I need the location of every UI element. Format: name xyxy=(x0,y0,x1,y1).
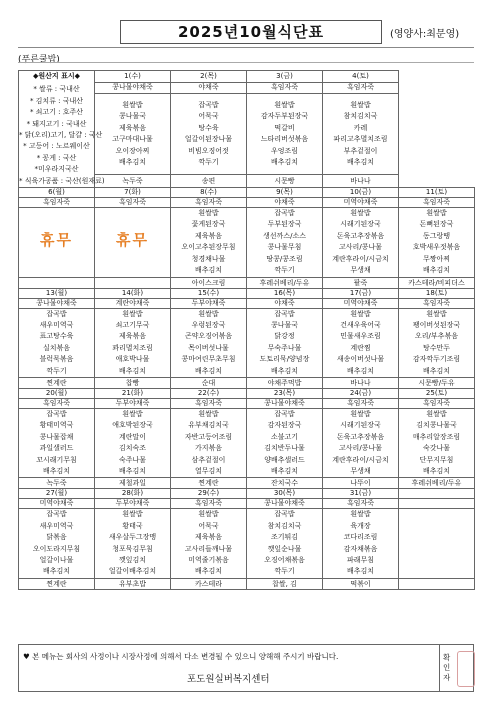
origin-line: *미우라지국산 xyxy=(34,165,79,174)
menu-item: 열무김치 xyxy=(194,466,223,475)
snack-cell: 카스테라/비피더스 xyxy=(399,277,475,288)
snack-cell: 녹두죽 xyxy=(19,478,95,489)
day-header: 16(목) xyxy=(247,288,323,298)
day-header: 10(금) xyxy=(323,188,399,198)
menu-item: 배추김치 xyxy=(42,466,71,475)
day-header: 21(화) xyxy=(95,388,171,398)
top-divider xyxy=(18,47,474,48)
menu-item: 흰쌀밥 xyxy=(350,409,371,418)
confirm-label: 확인자 xyxy=(443,653,451,682)
menu-cell xyxy=(95,408,171,477)
origin-line: * 쌀류 : 국내산 xyxy=(33,85,80,94)
menu-item: 감자깍두기조림 xyxy=(412,355,461,364)
porridge-cell: 야채죽 xyxy=(171,82,247,94)
menu-item: 시래기된장국 xyxy=(340,421,381,430)
menu-item: 파래무침 xyxy=(346,556,375,564)
menu-item: 매추리알장조림 xyxy=(412,432,461,441)
menu-item: 느타리버섯볶음 xyxy=(260,135,309,144)
holiday-cell xyxy=(95,208,171,277)
menu-cell xyxy=(171,408,247,477)
day-header: 8(수) xyxy=(171,188,247,198)
porridge-cell: 야채죽 xyxy=(247,198,323,208)
menu-item: 땅콩/콩조림 xyxy=(266,254,303,263)
center-tag: (푸른쿨밥) xyxy=(18,55,60,65)
menu-item: 쇠고기무국 xyxy=(115,320,150,329)
menu-item: 우렁된장국 xyxy=(191,320,226,329)
menu-item: 배추김치 xyxy=(346,567,375,576)
top-divider-2 xyxy=(18,62,474,63)
menu-item: 파리고추멸치조림 xyxy=(333,135,388,144)
porridge-cell: 흑임자죽 xyxy=(171,398,247,408)
menu-item: 청포묵김무침 xyxy=(112,544,153,553)
snack-cell: 순대 xyxy=(171,377,247,388)
origin-info xyxy=(19,71,105,188)
menu-item: 돈육고추장볶음 xyxy=(336,432,385,441)
snack-cell: 찐계란 xyxy=(171,478,247,489)
menu-item: 새우미역국 xyxy=(39,521,74,530)
porridge-cell: 흑임자죽 xyxy=(19,398,95,408)
menu-item: 제육볶음 xyxy=(194,533,223,542)
menu-item: 고구마대나물 xyxy=(112,135,153,144)
origin-line: * 식육가공품 : 국산(원재료) xyxy=(19,176,105,185)
menu-item: 참치김치국 xyxy=(343,112,378,121)
snack-cell: 찹빵 xyxy=(95,377,171,388)
menu-item: 숙갓나물 xyxy=(422,444,451,453)
menu-item: 무생채 xyxy=(350,266,371,275)
menu-item: 무숙주나물 xyxy=(267,343,302,352)
porridge-cell: 흑임자죽 xyxy=(323,499,399,509)
origin-line: * 돼지고기 : 국내산 xyxy=(26,119,87,128)
menu-item: 건새우육어국 xyxy=(340,320,381,329)
menu-item: 고사리들깨나물 xyxy=(184,544,233,553)
menu-item: 단무지무침 xyxy=(419,455,454,464)
menu-cell xyxy=(19,308,95,377)
snack-cell: 아이스크림 xyxy=(171,277,247,288)
menu-item: 깍두기 xyxy=(274,567,295,576)
snack-cell: 송편 xyxy=(171,175,247,188)
menu-item: 잡곡밥 xyxy=(274,510,295,519)
origin-line: * 고등어 : 노르웨이산 xyxy=(23,142,90,151)
menu-item: 과일샐러드 xyxy=(39,444,74,453)
menu-item: 소불고기 xyxy=(270,432,299,441)
menu-item: 계란후라이/시금치 xyxy=(332,254,389,263)
menu-item: 흰쌀밥 xyxy=(122,409,143,418)
snack-cell: 바나나 xyxy=(323,175,399,188)
day-header: 13(월) xyxy=(19,288,95,298)
snack-cell: 팥죽 xyxy=(323,277,399,288)
day-header: 25(토) xyxy=(399,388,475,398)
menu-item: 닭강정 xyxy=(274,332,295,341)
notice-text: ♥ 본 메뉴는 회사의 사정이나 시장사정에 의해서 다소 변경될 수 있으니 양해해 주시기 바랍니다. xyxy=(23,652,339,661)
menu-item: 비빔오징어젓 xyxy=(188,146,229,155)
menu-item: 흰쌀밥 xyxy=(426,309,447,318)
porridge-cell: 콩나물야채죽 xyxy=(95,82,171,94)
menu-item: 민물새우조림 xyxy=(340,332,381,341)
empty-cell xyxy=(399,509,475,578)
menu-item: 코다리조림 xyxy=(343,533,378,542)
menu-item: 고사리/콩나물 xyxy=(339,243,382,252)
porridge-cell: 두부야채죽 xyxy=(171,298,247,308)
menu-item: 김치반두나물 xyxy=(264,444,305,453)
menu-item: 깻잎김치 xyxy=(118,556,147,564)
menu-item: 유부채김치국 xyxy=(188,421,229,430)
porridge-cell: 흑임자죽 xyxy=(399,198,475,208)
snack-cell: 녹두죽 xyxy=(95,175,171,188)
holiday-cell xyxy=(19,208,95,277)
menu-item: 무짱아찌 xyxy=(422,254,451,263)
menu-item: 배추김치 xyxy=(346,158,375,167)
day-header: 17(금) xyxy=(323,288,399,298)
menu-item: 제육볶음 xyxy=(118,332,147,341)
menu-cell xyxy=(247,408,323,477)
day-header: 2(목) xyxy=(171,71,247,83)
menu-item: 배추김치 xyxy=(194,266,223,275)
menu-grid xyxy=(18,70,475,590)
menu-item: 두부된장국 xyxy=(267,220,302,229)
menu-item: 깍두기 xyxy=(198,158,219,167)
snack-cell: 찐계란 xyxy=(19,578,95,589)
day-header: 1(수) xyxy=(95,71,171,83)
menu-item: 떡갈비 xyxy=(274,123,295,132)
porridge-cell: 흑임자죽 xyxy=(171,198,247,208)
menu-item: 배추김치 xyxy=(194,366,223,375)
menu-item: 얼갈이나물 xyxy=(39,556,74,564)
menu-title: 2025년10월식단표 xyxy=(120,20,382,44)
menu-item: 오이장아찌 xyxy=(115,146,150,155)
menu-item: 오이고추된장무침 xyxy=(181,243,236,252)
menu-cell xyxy=(95,509,171,578)
menu-item: 얼갈이배추김치 xyxy=(108,567,157,576)
menu-cell xyxy=(247,308,323,377)
snack-cell: 찐계란 xyxy=(19,377,95,388)
menu-item: 목이버섯나물 xyxy=(188,343,229,352)
menu-item: 돈뼈된장국 xyxy=(419,220,454,229)
day-header: 15(수) xyxy=(171,288,247,298)
menu-item: 양배추샐러드 xyxy=(264,455,305,464)
porridge-cell: 흑임자죽 xyxy=(323,398,399,408)
menu-item: 흰쌀밥 xyxy=(426,209,447,218)
menu-cell xyxy=(19,509,95,578)
menu-item: 삼추겉절이 xyxy=(191,455,226,464)
origin-line: * 닭(오리)고기, 달걀 : 국산 xyxy=(19,131,103,140)
day-header: 4(토) xyxy=(323,71,399,83)
day-header: 11(토) xyxy=(399,188,475,198)
porridge-cell: 미역야채죽 xyxy=(19,499,95,509)
menu-item: 배추김치 xyxy=(422,466,451,475)
menu-item: 제육볶음 xyxy=(118,123,147,132)
menu-item: 배추김치 xyxy=(346,366,375,375)
porridge-cell: 야채죽 xyxy=(247,298,323,308)
menu-item: 동그랑땡 xyxy=(422,231,451,240)
porridge-cell: 흑임자죽 xyxy=(95,198,171,208)
menu-item: 오이도라지무침 xyxy=(32,544,81,553)
menu-cell xyxy=(323,509,399,578)
menu-item: 흰쌀밥 xyxy=(122,510,143,519)
menu-item: 자반고등어조림 xyxy=(184,432,233,441)
menu-item: 잡곡밥 xyxy=(274,309,295,318)
menu-item: 시래기된장국 xyxy=(340,220,381,229)
snack-cell xyxy=(19,277,95,288)
menu-item: 숙주나물 xyxy=(118,455,147,464)
day-header: 9(목) xyxy=(247,188,323,198)
menu-item: 꼬시래기무침 xyxy=(36,455,77,464)
day-header: 22(수) xyxy=(171,388,247,398)
empty-cell xyxy=(399,489,475,499)
nutritionist-label: (영양사:최문영) xyxy=(390,29,460,40)
menu-item: 콩마여린무초무침 xyxy=(181,355,236,364)
day-header: 20(월) xyxy=(19,388,95,398)
porridge-cell: 두부야채죽 xyxy=(95,499,171,509)
day-header: 23(목) xyxy=(247,388,323,398)
porridge-cell: 미역야채죽 xyxy=(323,198,399,208)
day-header: 18(토) xyxy=(399,288,475,298)
menu-item: 애호박된장국 xyxy=(112,421,153,430)
menu-item: 새우미역국 xyxy=(39,320,74,329)
menu-item: 배추김치 xyxy=(118,466,147,475)
menu-item: 배추김치 xyxy=(270,366,299,375)
day-header: 7(화) xyxy=(95,188,171,198)
empty-cell xyxy=(399,499,475,509)
seal-stamp xyxy=(457,651,475,687)
menu-item: 어묵국 xyxy=(198,112,219,121)
menu-item: 계란후라이/시금치 xyxy=(332,455,389,464)
menu-item: 잡곡밥 xyxy=(274,409,295,418)
porridge-cell: 흑임자죽 xyxy=(19,198,95,208)
confirm-divider xyxy=(439,645,441,691)
snack-cell: 바나나 xyxy=(323,377,399,388)
snack-cell xyxy=(95,277,171,288)
menu-item: 팽이버섯된장국 xyxy=(412,320,461,329)
menu-item: 흰쌀밥 xyxy=(350,101,371,110)
snack-cell: 후레쉬베리/두유 xyxy=(399,478,475,489)
menu-item: 탕수만두 xyxy=(422,343,451,352)
menu-item: 배추김치 xyxy=(422,366,451,375)
menu-cell xyxy=(399,308,475,377)
snack-cell: 찹쌀, 김 xyxy=(247,578,323,589)
menu-item: 꽃게된장국 xyxy=(191,220,226,229)
porridge-cell: 두부야채죽 xyxy=(95,398,171,408)
menu-cell xyxy=(171,208,247,277)
menu-item: 제육볶음 xyxy=(194,231,223,240)
menu-item: 흰쌀밥 xyxy=(350,309,371,318)
day-header: 6(월) xyxy=(19,188,95,198)
menu-item: 잡곡밥 xyxy=(46,409,67,418)
menu-item: 흰쌀밥 xyxy=(426,409,447,418)
menu-cell xyxy=(19,408,95,477)
menu-cell xyxy=(247,94,323,175)
menu-item: 실치볶음 xyxy=(42,343,71,352)
menu-item: 배추김치 xyxy=(270,158,299,167)
menu-item: 육개장 xyxy=(350,521,371,530)
menu-item: 호박새우젓볶음 xyxy=(412,243,461,252)
menu-item: 얼갈이된장나물 xyxy=(184,135,233,144)
porridge-cell: 흑임자죽 xyxy=(323,82,399,94)
porridge-cell: 흑임자죽 xyxy=(247,82,323,94)
menu-item: 무생채 xyxy=(350,466,371,475)
snack-cell: 시문빵/두유 xyxy=(399,377,475,388)
porridge-cell: 흑임자죽 xyxy=(399,398,475,408)
menu-item: 흰쌀밥 xyxy=(350,209,371,218)
snack-cell: 야채주먹밥 xyxy=(247,377,323,388)
menu-cell xyxy=(399,408,475,477)
snack-cell: 떡볶이 xyxy=(323,578,399,589)
menu-item: 흰쌀밥 xyxy=(198,309,219,318)
menu-item: 카레 xyxy=(353,123,368,132)
menu-item: 새우살두그장맹 xyxy=(108,533,157,542)
day-header: 27(월) xyxy=(19,489,95,499)
snack-cell: 카스테라 xyxy=(171,578,247,589)
porridge-cell: 콩나물야채죽 xyxy=(247,499,323,509)
menu-item: 콩나물무침 xyxy=(267,243,302,252)
menu-item: 꽈리멸치조림 xyxy=(112,343,153,352)
menu-cell xyxy=(399,208,475,277)
snack-cell: 잔치국수 xyxy=(247,478,323,489)
menu-item: 김치숙조 xyxy=(118,444,147,453)
menu-item: 가지볶음 xyxy=(194,444,223,453)
menu-cell xyxy=(95,308,171,377)
menu-item: 조기튀김 xyxy=(270,533,299,542)
snack-cell: 제철과일 xyxy=(95,478,171,489)
menu-item: 감자두부된장국 xyxy=(260,112,309,121)
snack-cell: 시문빵 xyxy=(247,175,323,188)
menu-item: 황태국 xyxy=(122,521,143,530)
menu-item: 흰쌀밥 xyxy=(198,409,219,418)
day-header: 14(화) xyxy=(95,288,171,298)
menu-item: 배추김치 xyxy=(118,366,147,375)
day-header: 30(목) xyxy=(247,489,323,499)
menu-item: 계란말이 xyxy=(118,432,147,441)
porridge-cell: 미역야채죽 xyxy=(323,298,399,308)
holiday-label: 휴무 xyxy=(40,231,73,250)
day-header: 3(금) xyxy=(247,71,323,83)
day-header: 31(금) xyxy=(323,489,399,499)
menu-cell xyxy=(247,208,323,277)
day-header: 29(수) xyxy=(171,489,247,499)
origin-line: * 쇠고기 : 호주산 xyxy=(29,108,84,117)
porridge-cell: 계란야채죽 xyxy=(95,298,171,308)
menu-item: 배추김치 xyxy=(194,567,223,576)
holiday-label: 휴무 xyxy=(116,231,149,250)
porridge-cell: 흑임자죽 xyxy=(399,298,475,308)
menu-item: 어묵국 xyxy=(198,521,219,530)
menu-item: 새송이버섯나물 xyxy=(336,355,385,364)
snack-cell: 나뚜이 xyxy=(323,478,399,489)
menu-cell xyxy=(171,308,247,377)
menu-cell xyxy=(247,509,323,578)
menu-item: 배추김치 xyxy=(270,466,299,475)
menu-cell xyxy=(323,94,399,175)
menu-item: 배추김치 xyxy=(118,158,147,167)
menu-item: 곤약오징어볶음 xyxy=(184,332,233,341)
menu-item: 흰쌀밥 xyxy=(122,101,143,110)
menu-cell xyxy=(171,509,247,578)
menu-item: 감자채볶음 xyxy=(343,544,378,553)
menu-item: 돈육고추장볶음 xyxy=(336,231,385,240)
menu-item: 흰쌀밥 xyxy=(198,209,219,218)
menu-item: 감자된장국 xyxy=(267,421,302,430)
menu-item: 참치김치국 xyxy=(267,521,302,530)
menu-item: 청경채나물 xyxy=(191,254,226,263)
menu-item: 애호박나물 xyxy=(115,355,150,364)
menu-item: 콩나물국 xyxy=(118,112,147,121)
menu-item: 깍두기 xyxy=(274,266,295,275)
menu-item: 표고탕수육 xyxy=(39,332,74,341)
menu-item: 계란찜 xyxy=(350,343,371,352)
origin-line: * 김치류 : 국내산 xyxy=(29,96,84,105)
menu-item: 흰쌀밥 xyxy=(198,510,219,519)
menu-item: 흰쌀밥 xyxy=(274,101,295,110)
menu-item: 흰쌀밥 xyxy=(350,510,371,519)
menu-item: 부추겉절이 xyxy=(343,146,378,155)
empty-cell xyxy=(399,578,475,589)
porridge-cell: 콩나물야채죽 xyxy=(247,398,323,408)
porridge-cell: 콩나물야채죽 xyxy=(19,298,95,308)
menu-item: 생선까스/소스 xyxy=(263,231,306,240)
menu-item: 깍두기 xyxy=(46,366,67,375)
menu-item: 블럭묵볶음 xyxy=(39,355,74,364)
snack-cell: 유부초밥 xyxy=(95,578,171,589)
menu-item: 오징어채볶음 xyxy=(264,556,305,564)
menu-item: 탕수육 xyxy=(198,123,219,132)
menu-item: 깻잎순나물 xyxy=(267,544,302,553)
menu-item: 배추김치 xyxy=(422,266,451,275)
day-header: 24(금) xyxy=(323,388,399,398)
menu-item: 고사리/콩나물 xyxy=(339,444,382,453)
menu-item: 배추김치 xyxy=(42,567,71,576)
menu-item: 황태미역국 xyxy=(39,421,74,430)
menu-item: 콩나물잡채 xyxy=(39,432,74,441)
menu-item: 우엉조림 xyxy=(270,146,299,155)
footer xyxy=(18,644,474,692)
menu-item: 김치콩나물국 xyxy=(416,421,457,430)
origin-title: ◆원산지 표시◆ xyxy=(32,72,80,80)
menu-item: 잡곡밥 xyxy=(198,101,219,110)
snack-cell: 후레쉬베리/두유 xyxy=(247,277,323,288)
menu-item: 잡곡밥 xyxy=(274,209,295,218)
menu-item: 미역줄기볶음 xyxy=(188,556,229,564)
day-header: 28(화) xyxy=(95,489,171,499)
menu-item: 오리/부추볶음 xyxy=(415,332,458,341)
menu-cell xyxy=(323,308,399,377)
menu-item: 흰쌀밥 xyxy=(122,309,143,318)
menu-item: 닭볶음 xyxy=(46,533,67,542)
menu-item: 도토리묵/양념장 xyxy=(259,355,310,364)
menu-cell xyxy=(323,408,399,477)
menu-cell xyxy=(95,94,171,175)
menu-cell xyxy=(171,94,247,175)
menu-item: 잡곡밥 xyxy=(46,309,67,318)
center-name: 포도원실버복지센터 xyxy=(187,674,270,685)
origin-line: * 꽁게 : 국산 xyxy=(36,153,77,162)
menu-item: 콩나물국 xyxy=(270,320,299,329)
menu-item: 잡곡밥 xyxy=(46,510,67,519)
menu-cell xyxy=(323,208,399,277)
porridge-cell: 흑임자죽 xyxy=(171,499,247,509)
